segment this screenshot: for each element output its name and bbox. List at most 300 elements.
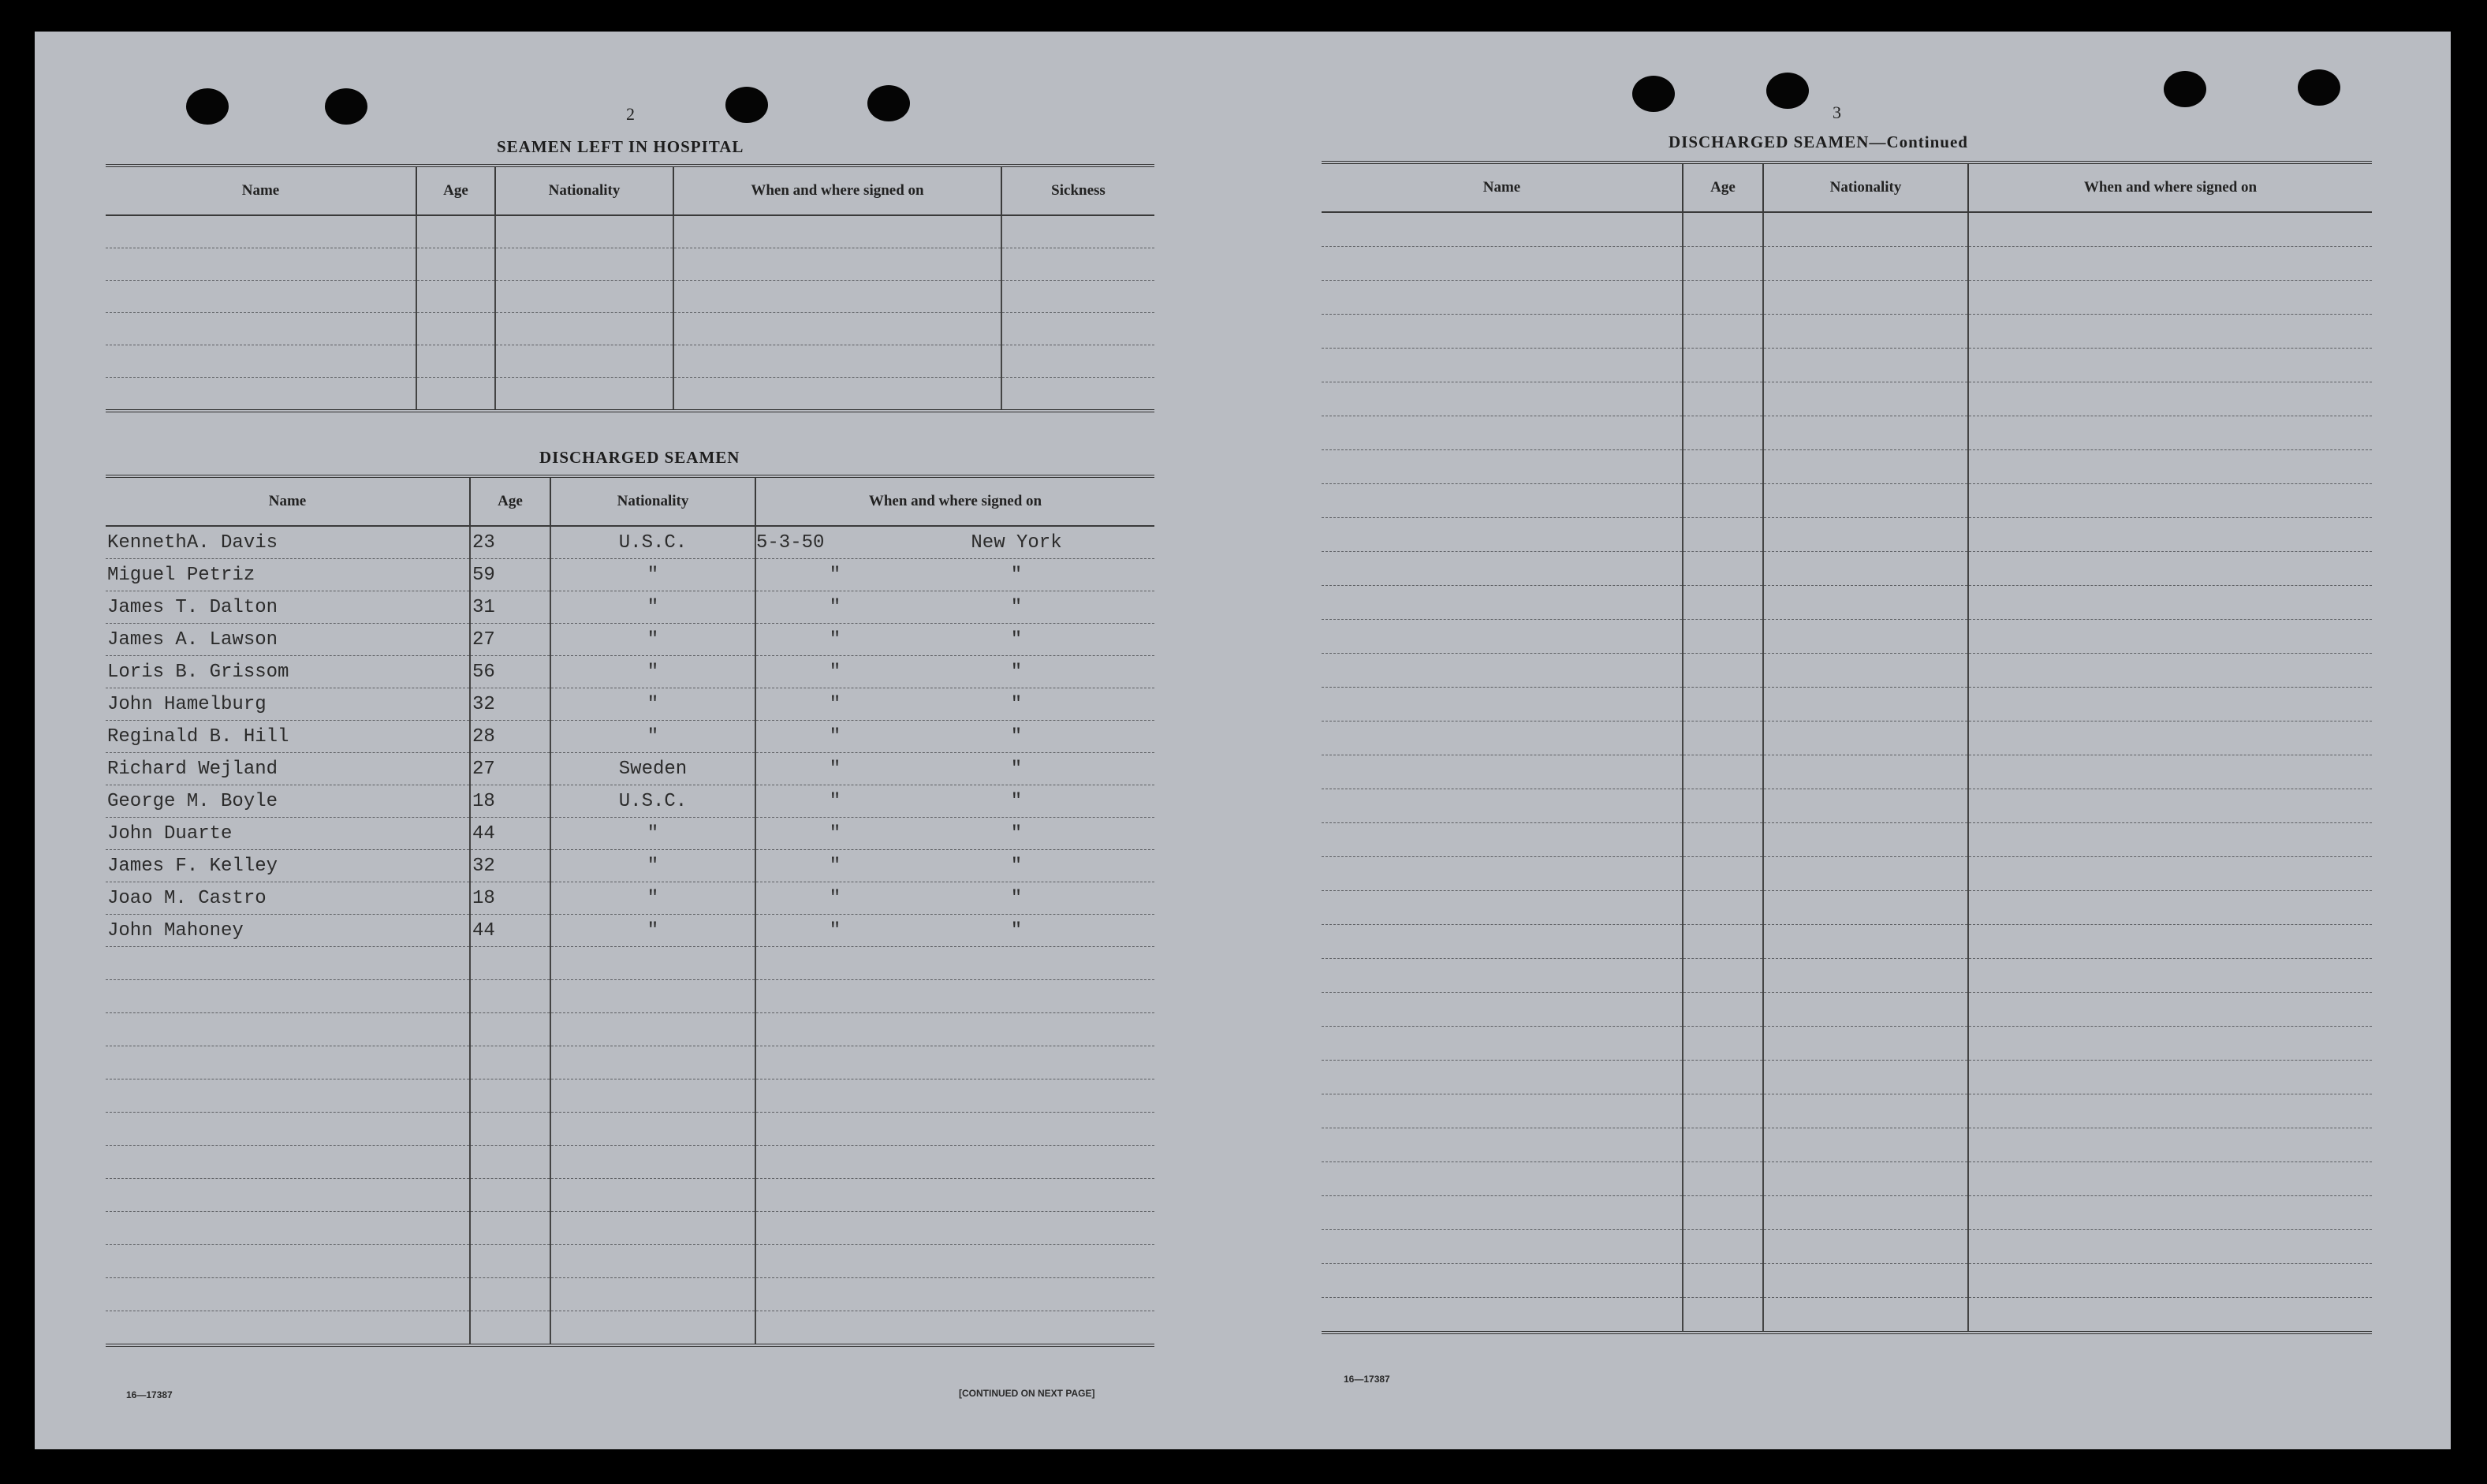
table-cell[interactable] [1001,281,1154,313]
table-cell[interactable] [470,980,550,1013]
seaman-nationality: " [550,818,755,850]
table-cell[interactable] [550,1079,755,1113]
table-cell[interactable] [1968,315,2372,349]
seaman-age: 59 [470,559,550,591]
table-cell[interactable] [470,1212,550,1245]
table-cell[interactable] [550,947,755,980]
table-cell[interactable] [1968,789,2372,823]
table-cell[interactable] [1001,378,1154,412]
table-cell[interactable] [1683,349,1763,382]
table-cell[interactable] [1763,416,1968,450]
table-cell[interactable] [1968,1230,2372,1264]
signed-on-place: " [1010,790,1023,812]
table-cell[interactable] [1968,212,2372,247]
seaman-signed-on [755,624,1154,656]
table-cell[interactable] [1322,891,1683,925]
table-cell[interactable] [1322,1061,1683,1094]
table-cell[interactable] [1763,518,1968,552]
table-row [1322,349,2372,382]
discharged-column-header: When and where signed on [755,476,1154,526]
seaman-signed-on [755,818,1154,850]
table-cell[interactable] [550,980,755,1013]
table-cell[interactable] [1763,349,1968,382]
table-cell[interactable] [1968,823,2372,857]
table-cell[interactable] [470,1046,550,1079]
table-cell[interactable] [1322,450,1683,484]
table-cell[interactable] [1763,315,1968,349]
left-page-number: 2 [626,104,635,124]
seaman-row [106,624,1154,656]
table-cell[interactable] [470,1245,550,1278]
table-cell[interactable] [1968,1061,2372,1094]
table-cell[interactable] [1683,281,1763,315]
table-cell[interactable] [106,215,416,248]
table-cell[interactable] [1968,891,2372,925]
discharged-section-title: DISCHARGED SEAMEN [539,448,740,467]
table-cell[interactable] [1763,1094,1968,1128]
table-cell[interactable] [1968,721,2372,755]
table-cell[interactable] [495,248,673,281]
table-cell[interactable] [106,1212,470,1245]
table-cell[interactable] [1683,382,1763,416]
seaman-name: George M. Boyle [106,785,470,818]
table-cell[interactable] [106,980,470,1013]
table-row [1322,1128,2372,1162]
table-cell[interactable] [1968,586,2372,620]
seaman-nationality: " [550,915,755,947]
table-cell[interactable] [1968,993,2372,1027]
table-row [1322,823,2372,857]
table-row [106,1245,1154,1278]
table-cell[interactable] [755,1146,1154,1179]
table-cell[interactable] [1763,1298,1968,1333]
table-cell[interactable] [1763,450,1968,484]
hospital-table [106,164,1154,412]
signed-on-date: " [829,919,841,941]
seaman-age: 27 [470,624,550,656]
seaman-age: 27 [470,753,550,785]
signed-on-place: " [1010,919,1023,941]
table-cell[interactable] [1683,552,1763,586]
table-cell[interactable] [1763,993,1968,1027]
table-cell[interactable] [106,1113,470,1146]
table-row [106,1113,1154,1146]
table-cell[interactable] [1683,789,1763,823]
table-cell[interactable] [1001,313,1154,345]
signed-on-place: " [1010,564,1023,586]
table-cell[interactable] [755,1311,1154,1346]
table-cell[interactable] [1322,654,1683,688]
table-cell[interactable] [1968,755,2372,789]
table-cell[interactable] [470,947,550,980]
table-cell[interactable] [1322,586,1683,620]
table-cell[interactable] [1763,1162,1968,1196]
table-row [106,1013,1154,1046]
seaman-name: Reginald B. Hill [106,721,470,753]
table-cell[interactable] [106,345,416,378]
table-row [106,313,1154,345]
table-cell[interactable] [1683,450,1763,484]
table-cell[interactable] [1763,857,1968,891]
table-row [1322,620,2372,654]
table-cell[interactable] [470,1311,550,1346]
table-cell[interactable] [1001,248,1154,281]
table-cell[interactable] [550,1179,755,1212]
table-cell[interactable] [1763,654,1968,688]
table-cell[interactable] [1968,1264,2372,1298]
table-cell[interactable] [1968,959,2372,993]
table-cell[interactable] [1763,688,1968,721]
table-cell[interactable] [106,1245,470,1278]
seaman-nationality: " [550,850,755,882]
table-cell[interactable] [1683,959,1763,993]
table-cell[interactable] [1683,857,1763,891]
table-cell[interactable] [1683,315,1763,349]
seaman-name: James A. Lawson [106,624,470,656]
table-cell[interactable] [755,1245,1154,1278]
table-cell[interactable] [1763,959,1968,993]
table-row [1322,247,2372,281]
seaman-age: 44 [470,818,550,850]
signed-on-place: " [1010,887,1023,909]
table-cell[interactable] [416,215,495,248]
table-cell[interactable] [416,345,495,378]
table-cell[interactable] [1763,281,1968,315]
table-cell[interactable] [1763,755,1968,789]
seaman-name: Miguel Petriz [106,559,470,591]
table-cell[interactable] [1968,1027,2372,1061]
table-cell[interactable] [1322,212,1683,247]
table-cell[interactable] [1322,315,1683,349]
table-cell[interactable] [1968,1128,2372,1162]
signed-on-date: " [829,661,841,683]
seaman-name: Loris B. Grissom [106,656,470,688]
punch-hole [325,88,367,125]
table-cell[interactable] [755,1113,1154,1146]
table-cell[interactable] [550,1146,755,1179]
table-row [1322,789,2372,823]
signed-on-place: " [1010,661,1023,683]
table-cell[interactable] [106,248,416,281]
table-row [1322,1061,2372,1094]
table-cell[interactable] [673,313,1001,345]
table-cell[interactable] [1968,1298,2372,1333]
table-cell[interactable] [416,313,495,345]
table-cell[interactable] [755,1046,1154,1079]
table-cell[interactable] [1683,1128,1763,1162]
table-cell[interactable] [495,378,673,412]
table-cell[interactable] [1683,1196,1763,1230]
table-row [1322,552,2372,586]
table-cell[interactable] [1683,755,1763,789]
table-cell[interactable] [106,1046,470,1079]
table-cell[interactable] [755,947,1154,980]
table-cell[interactable] [1322,755,1683,789]
table-cell[interactable] [1001,345,1154,378]
table-cell[interactable] [1763,721,1968,755]
table-cell[interactable] [1683,1094,1763,1128]
table-cell[interactable] [1683,654,1763,688]
hospital-column-header: Age [416,166,495,215]
right-column-header: When and where signed on [1968,162,2372,212]
table-cell[interactable] [550,1113,755,1146]
table-cell[interactable] [1683,586,1763,620]
table-row [1322,315,2372,349]
table-row [1322,654,2372,688]
table-cell[interactable] [416,281,495,313]
seaman-signed-on [755,882,1154,915]
table-cell[interactable] [1968,925,2372,959]
table-cell[interactable] [755,1179,1154,1212]
table-row [1322,1298,2372,1333]
table-cell[interactable] [1683,688,1763,721]
seaman-row [106,721,1154,753]
table-cell[interactable] [550,1013,755,1046]
seaman-nationality: U.S.C. [550,785,755,818]
signed-on-place: " [1010,822,1023,845]
table-cell[interactable] [1683,1230,1763,1264]
table-cell[interactable] [1683,925,1763,959]
table-cell[interactable] [106,947,470,980]
left-form-number: 16—17387 [126,1389,173,1400]
table-cell[interactable] [1763,1027,1968,1061]
table-cell[interactable] [1968,247,2372,281]
table-cell[interactable] [1968,1196,2372,1230]
seaman-age: 32 [470,850,550,882]
seaman-row [106,559,1154,591]
signed-on-date: " [829,725,841,748]
table-row [106,378,1154,412]
seaman-row [106,915,1154,947]
table-row [1322,857,2372,891]
table-cell[interactable] [106,313,416,345]
table-cell[interactable] [550,1311,755,1346]
seaman-row [106,688,1154,721]
table-cell[interactable] [1683,484,1763,518]
table-row [1322,1196,2372,1230]
table-cell[interactable] [1968,1162,2372,1196]
table-cell[interactable] [1968,518,2372,552]
seaman-signed-on [755,785,1154,818]
table-cell[interactable] [1763,789,1968,823]
table-cell[interactable] [1322,281,1683,315]
table-row [1322,1027,2372,1061]
table-row [1322,721,2372,755]
table-cell[interactable] [106,378,416,412]
seaman-signed-on [755,721,1154,753]
table-cell[interactable] [1763,552,1968,586]
table-row [106,1278,1154,1311]
table-cell[interactable] [1968,349,2372,382]
table-cell[interactable] [1763,925,1968,959]
table-cell[interactable] [1322,620,1683,654]
table-cell[interactable] [1763,1230,1968,1264]
table-cell[interactable] [755,1079,1154,1113]
table-cell[interactable] [1763,484,1968,518]
seaman-name: James F. Kelley [106,850,470,882]
table-cell[interactable] [1322,721,1683,755]
table-cell[interactable] [1683,1264,1763,1298]
table-cell[interactable] [550,1278,755,1311]
table-cell[interactable] [1968,1094,2372,1128]
table-cell[interactable] [1322,959,1683,993]
table-cell[interactable] [1968,450,2372,484]
table-cell[interactable] [673,281,1001,313]
table-cell[interactable] [1322,1027,1683,1061]
table-cell[interactable] [1322,518,1683,552]
table-cell[interactable] [495,215,673,248]
table-cell[interactable] [1968,857,2372,891]
table-cell[interactable] [1001,215,1154,248]
signed-on-place: " [1010,725,1023,748]
table-cell[interactable] [1322,1298,1683,1333]
table-cell[interactable] [1763,247,1968,281]
table-cell[interactable] [673,215,1001,248]
table-cell[interactable] [1683,993,1763,1027]
table-cell[interactable] [470,1146,550,1179]
table-cell[interactable] [106,1146,470,1179]
seaman-signed-on [755,850,1154,882]
table-cell[interactable] [470,1079,550,1113]
table-cell[interactable] [1968,552,2372,586]
table-cell[interactable] [1763,891,1968,925]
table-cell[interactable] [470,1278,550,1311]
table-cell[interactable] [1322,552,1683,586]
table-row [1322,382,2372,416]
seaman-age: 28 [470,721,550,753]
table-cell[interactable] [1322,416,1683,450]
table-cell[interactable] [1968,688,2372,721]
hospital-section-title: SEAMEN LEFT IN HOSPITAL [497,137,744,156]
table-cell[interactable] [1763,586,1968,620]
table-cell[interactable] [550,1046,755,1079]
table-cell[interactable] [755,1212,1154,1245]
table-cell[interactable] [1968,484,2372,518]
table-cell[interactable] [1322,823,1683,857]
table-cell[interactable] [1683,212,1763,247]
table-row [106,1311,1154,1346]
seaman-nationality: " [550,656,755,688]
table-cell[interactable] [673,248,1001,281]
table-row [1322,1162,2372,1196]
table-cell[interactable] [416,378,495,412]
table-cell[interactable] [550,1212,755,1245]
table-cell[interactable] [1322,1264,1683,1298]
table-cell[interactable] [1683,823,1763,857]
table-cell[interactable] [755,1013,1154,1046]
seaman-row [106,850,1154,882]
table-cell[interactable] [416,248,495,281]
table-cell[interactable] [673,378,1001,412]
table-cell[interactable] [1322,993,1683,1027]
table-cell[interactable] [1763,620,1968,654]
table-cell[interactable] [755,980,1154,1013]
seaman-nationality: " [550,591,755,624]
seaman-name: John Mahoney [106,915,470,947]
table-cell[interactable] [1322,349,1683,382]
table-cell[interactable] [673,345,1001,378]
table-cell[interactable] [1968,416,2372,450]
table-cell[interactable] [1968,382,2372,416]
table-cell[interactable] [1763,382,1968,416]
seaman-age: 44 [470,915,550,947]
table-cell[interactable] [1322,247,1683,281]
table-cell[interactable] [755,1278,1154,1311]
table-row [1322,586,2372,620]
table-cell[interactable] [1322,382,1683,416]
table-cell[interactable] [470,1179,550,1212]
table-cell[interactable] [1683,721,1763,755]
table-cell[interactable] [1683,1298,1763,1333]
table-cell[interactable] [1322,688,1683,721]
table-cell[interactable] [106,1278,470,1311]
table-cell[interactable] [495,281,673,313]
table-cell[interactable] [1683,1162,1763,1196]
seaman-row [106,818,1154,850]
seaman-name: Joao M. Castro [106,882,470,915]
document-sheet [35,32,2451,1449]
table-cell[interactable] [106,1013,470,1046]
table-cell[interactable] [495,345,673,378]
table-cell[interactable] [1683,518,1763,552]
table-cell[interactable] [1763,1196,1968,1230]
table-cell[interactable] [1683,1061,1763,1094]
table-cell[interactable] [470,1113,550,1146]
table-cell[interactable] [470,1013,550,1046]
table-cell[interactable] [1683,1027,1763,1061]
table-cell[interactable] [1763,823,1968,857]
table-cell[interactable] [1968,281,2372,315]
table-row [106,215,1154,248]
table-cell[interactable] [106,1311,470,1346]
table-cell[interactable] [106,1079,470,1113]
table-cell[interactable] [1763,1061,1968,1094]
discharged-continued-table [1322,161,2372,1334]
continued-note: [CONTINUED ON NEXT PAGE] [959,1388,1095,1399]
table-cell[interactable] [1322,1162,1683,1196]
table-cell[interactable] [495,313,673,345]
table-cell[interactable] [1322,1128,1683,1162]
table-cell[interactable] [1763,1128,1968,1162]
table-cell[interactable] [106,1179,470,1212]
table-cell[interactable] [1322,484,1683,518]
table-cell[interactable] [1322,1094,1683,1128]
table-cell[interactable] [1968,654,2372,688]
table-cell[interactable] [1683,416,1763,450]
signed-on-place: " [1010,855,1023,877]
table-cell[interactable] [1683,620,1763,654]
table-cell[interactable] [550,1245,755,1278]
seaman-name: James T. Dalton [106,591,470,624]
table-cell[interactable] [1683,247,1763,281]
table-cell[interactable] [1322,789,1683,823]
table-cell[interactable] [1763,1264,1968,1298]
table-cell[interactable] [1968,620,2372,654]
table-cell[interactable] [1322,1230,1683,1264]
table-row [1322,416,2372,450]
signed-on-date: 5-3-50 [756,531,825,554]
punch-hole [725,87,768,123]
signed-on-date: " [829,855,841,877]
table-cell[interactable] [1322,925,1683,959]
table-cell[interactable] [106,281,416,313]
table-cell[interactable] [1683,891,1763,925]
table-cell[interactable] [1322,857,1683,891]
seaman-nationality: Sweden [550,753,755,785]
table-cell[interactable] [1763,212,1968,247]
table-cell[interactable] [1322,1196,1683,1230]
right-section-title: DISCHARGED SEAMEN—Continued [1669,132,1968,151]
